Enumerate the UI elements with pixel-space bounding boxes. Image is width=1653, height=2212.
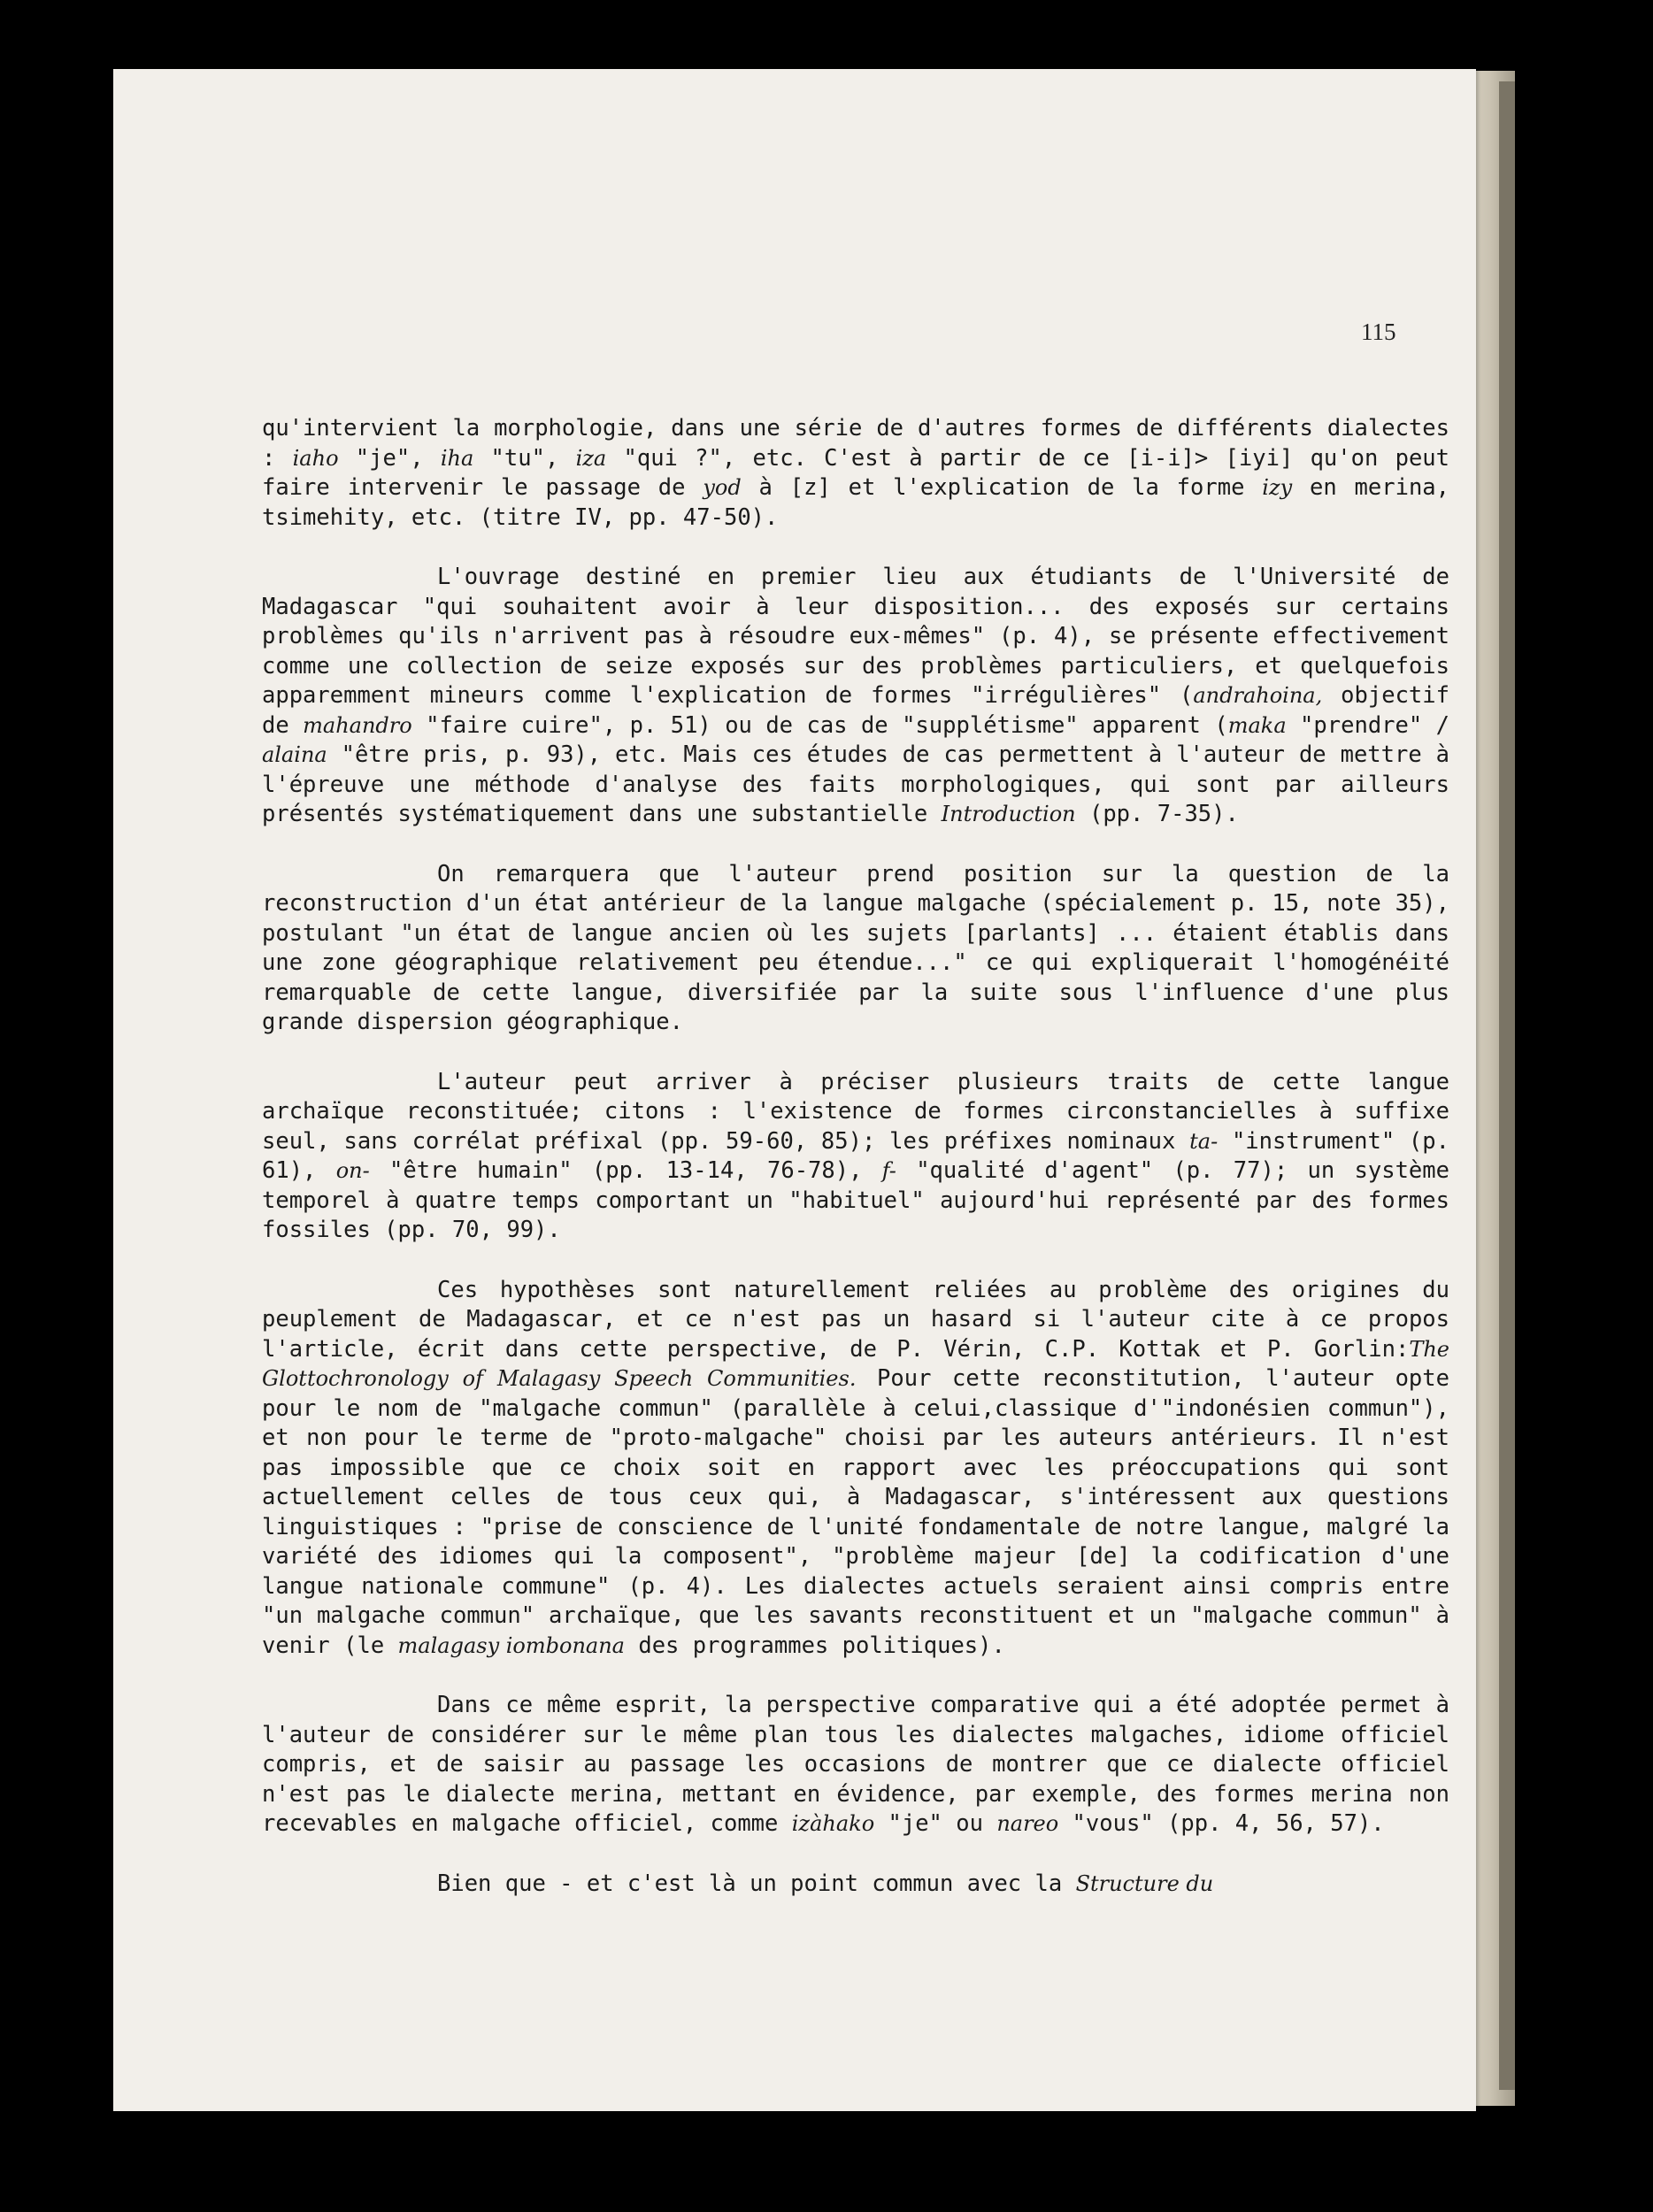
text-run: "être humain" (pp. 13-14, 76-78), — [369, 1157, 882, 1184]
text-run: Bien que - et c'est là un point commun avec la — [437, 1870, 1076, 1897]
italic-term: Structure du — [1075, 1870, 1214, 1896]
italic-term: yod — [703, 475, 742, 500]
book-page — [113, 69, 1476, 2111]
paragraph — [262, 1691, 1449, 1839]
text-run: "qualité d'agent" (p. 77); un système temporel à quatre temps comportant un "habituel" aujourd'hui représenté par des formes fossiles (pp. 70, 99). — [262, 1157, 1449, 1243]
paragraph — [262, 1068, 1449, 1246]
italic-term: izy — [1262, 475, 1293, 500]
italic-term: ta- — [1189, 1128, 1219, 1154]
italic-term: malagasy iombonana — [397, 1632, 625, 1658]
text-run: Ces hypothèses sont naturellement reliées au problème des origines du peuplement de Madagascar, et ce n'est pas un hasard si l'auteur cite à ce propos l'article, écrit dans cette perspective, de P. Vérin, C.P. Kottak et P. Gorlin: — [262, 1276, 1449, 1363]
text-run: objectif de — [262, 682, 1449, 739]
page-number: 115 — [1361, 319, 1396, 345]
italic-term: f- — [881, 1158, 896, 1183]
italic-term: on- — [335, 1158, 370, 1183]
italic-term: andrahoina, — [1193, 683, 1323, 708]
text-run: "faire cuire", p. 51) ou de cas de "supplétisme" apparent ( — [411, 711, 1228, 739]
paragraph — [262, 563, 1449, 830]
paragraph — [262, 414, 1449, 533]
italic-term: The Glottochronology of Malagasy Speech Communities. — [262, 1336, 1449, 1391]
text-run: qu'intervient la morphologie, dans une série de d'autres formes de différents dialectes : — [262, 415, 1449, 472]
text-run: en merina, tsimehity, etc. (titre IV, pp. 47-50). — [262, 474, 1449, 531]
italic-term: Introduction — [941, 802, 1076, 826]
text-run: L'ouvrage destiné en premier lieu aux étudiants de l'Université de Madagascar "qui souhaitent avoir à leur disposition... des exposés sur certains problèmes qu'ils n'arrivent pas à résoudre eux-mêmes" (p. 4), se présente effectivement comme une collection de seize exposés sur des problèmes particuliers, et quelquefois apparemment mineurs comme l'explication de formes "irrégulières" ( — [262, 564, 1449, 709]
italic-term: alaina — [262, 742, 327, 767]
body-text — [262, 414, 1449, 1929]
text-run: "tu", — [473, 444, 576, 472]
italic-term: iha — [440, 445, 474, 471]
italic-term: iaho — [292, 445, 339, 471]
text-run: "être pris, p. 93), etc. Mais ces études de cas permettent à l'auteur de mettre à l'épreuve une méthode d'analyse des faits morphologiques, qui sont par ailleurs présentés systématiquement dans une substantielle — [262, 741, 1449, 827]
text-run: "instrument" (p. 61), — [262, 1127, 1449, 1184]
italic-term: maka — [1227, 712, 1287, 738]
paragraph — [262, 1276, 1449, 1662]
italic-term: izàhako — [791, 1811, 875, 1836]
paragraph — [262, 1870, 1449, 1900]
paragraph — [262, 860, 1449, 1038]
text-run: à [z] et l'explication de la forme — [741, 474, 1263, 501]
text-run: "prendre" / — [1286, 711, 1450, 739]
text-run: Dans ce même esprit, la perspective comparative qui a été adoptée permet à l'auteur de considérer sur le même plan tous les dialectes malgaches, idiome officiel compris, et de saisir au passage les occasions de montrer que ce dialecte officiel n'est pas le dialecte merina, mettant en évidence, par exemple, des formes merina non recevables en malgache officiel, comme — [262, 1692, 1449, 1837]
italic-term: mahandro — [303, 712, 412, 738]
italic-term: iza — [575, 445, 607, 471]
text-run: Pour cette reconstitution, l'auteur opte pour le nom de "malgache commun" (parallèle à celui,classique d'"indonésien commun"), et non pour le terme de "proto-malgache" choisi par les auteurs antérieurs. Il n'est pas impossible que ce choix soit en rapport avec les préoccupations qui sont actuellement celles de tous ceux qui, à Madagascar, s'intéressent aux questions linguistiques : "prise de conscience de l'unité fondamentale de notre langue, malgré la variété des idiomes qui la composent", "problème majeur [de] la codification d'une langue nationale commune" (p. 4). Les dialectes actuels seraient ainsi compris entre "un malgache commun" archaïque, que les savants reconstituent et un "malgache commun" à venir (le — [262, 1365, 1449, 1659]
text-run: des programmes politiques). — [624, 1632, 1005, 1659]
book-edge-strip — [1499, 81, 1515, 2090]
text-run: L'auteur peut arriver à préciser plusieurs traits de cette langue archaïque reconstituée; citons : l'existence de formes circonstancielles à suffixe seul, sans corrélat préfixal (pp. 59-60, 85); les préfixes nominaux — [262, 1068, 1449, 1155]
text-run: "qui ?", etc. C'est à partir de ce [i-i]> [iyi] qu'on peut faire intervenir le passage de — [262, 444, 1450, 501]
text-run: On remarquera que l'auteur prend position sur la question de la reconstruction d'un état antérieur de la langue malgache (spécialement p. 15, note 35), postulant "un état de langue ancien où les sujets [parlants] ... étaient établis dans une zone géographique relativement peu étendue..." ce qui expliquerait l'homogénéité remarquable de cette langue, diversifiée par la suite sous l'influence d'une plus grande dispersion géographique. — [262, 860, 1449, 1035]
text-run: (pp. 7-35). — [1075, 801, 1239, 827]
italic-term: nareo — [996, 1811, 1059, 1836]
text-run: "vous" (pp. 4, 56, 57). — [1058, 1810, 1385, 1837]
text-run: "je", — [338, 444, 441, 472]
text-run: "je" ou — [874, 1810, 997, 1837]
